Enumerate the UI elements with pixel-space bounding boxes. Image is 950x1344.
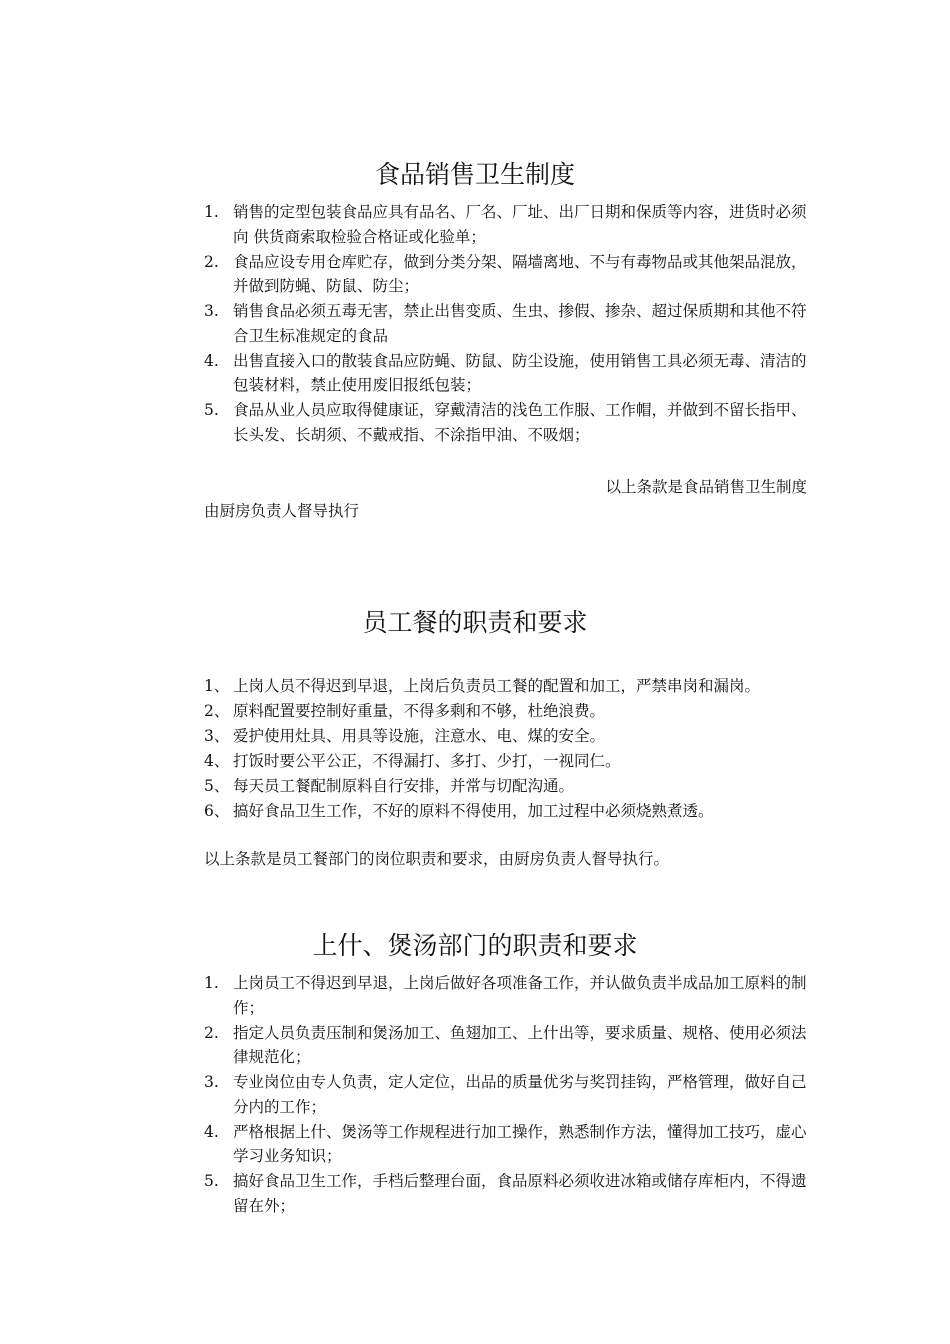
list-item — [204, 349, 810, 398]
list-item-text: 上岗人员不得迟到早退，上岗后负责员工餐的配置和加工，严禁串岗和漏岗。 — [233, 677, 761, 695]
list-item-text: 食品从业人员应取得健康证，穿戴清洁的浅色工作服、工作帽，并做到不留长指甲、长头发、长胡须、不戴戒指、不涂指甲油、不吸烟； — [233, 401, 807, 444]
list-item-number: 5. — [204, 1172, 219, 1190]
list-item-text: 专业岗位由专人负责，定人定位，出品的质量优劣与奖罚挂钩，严格管理，做好自己分内的工作； — [233, 1073, 807, 1116]
list-item — [204, 398, 810, 447]
list-item-number: 4、 — [204, 752, 230, 770]
list-item-text: 销售食品必须五毒无害，禁止出售变质、生虫、掺假、掺杂、超过保质期和其他不符合卫生标准规定的食品 — [233, 302, 807, 345]
list-item-number: 4. — [204, 1122, 219, 1141]
list-item-number: 5、 — [204, 777, 230, 795]
section3-title: 上什、煲汤部门的职责和要求 — [312, 931, 638, 960]
list-item — [204, 774, 810, 799]
list-item — [204, 200, 810, 249]
list-item-text: 每天员工餐配制原料自行安排，并常与切配沟通。 — [233, 777, 575, 795]
section1-title: 食品销售卫生制度 — [374, 160, 575, 189]
list-item — [204, 1070, 810, 1119]
list-item-number: 3. — [204, 302, 219, 320]
list-item-text: 销售的定型包装食品应具有品名、厂名、厂址、出厂日期和保质等内容，进货时必须向 供货商索取检验合格证或化验单； — [233, 203, 807, 246]
list-item-text: 爱护使用灶具、用具等设施，注意水、电、煤的安全。 — [233, 727, 606, 745]
list-item-number: 2、 — [204, 702, 230, 720]
list-item-number: 6、 — [204, 802, 230, 820]
section1-closing-right: 以上条款是食品销售卫生制度 — [605, 478, 807, 496]
list-item — [204, 1120, 810, 1169]
list-item-text: 出售直接入口的散装食品应防蝇、防鼠、防尘设施，使用销售工具必须无毒、清洁的包装材料，禁止使用废旧报纸包装； — [233, 351, 807, 394]
section2-list — [204, 674, 810, 824]
section2-title: 员工餐的职责和要求 — [362, 608, 588, 637]
list-item-text: 搞好食品卫生工作，手档后整理台面，食品原料必须收进冰箱或储存库柜内，不得遗留在外； — [233, 1172, 807, 1215]
section2-closing: 以上条款是员工餐部门的岗位职责和要求，由厨房负责人督导执行。 — [204, 850, 670, 868]
list-item-number: 2. — [204, 252, 219, 271]
list-item — [204, 674, 810, 699]
list-item-text: 原料配置要控制好重量，不得多剩和不够，杜绝浪费。 — [233, 702, 606, 720]
list-item-number: 4. — [204, 351, 219, 370]
list-item-number: 1、 — [204, 677, 230, 695]
list-item-text: 打饭时要公平公正，不得漏打、多打、少打，一视同仁。 — [233, 752, 621, 770]
list-item — [204, 971, 810, 1020]
list-item-number: 3. — [204, 1073, 219, 1091]
list-item-text: 搞好食品卫生工作，不好的原料不得使用，加工过程中必须烧熟煮透。 — [233, 802, 714, 820]
list-item — [204, 299, 810, 348]
list-item-number: 1. — [204, 974, 219, 992]
section3-list — [204, 971, 810, 1219]
section1-list — [204, 200, 810, 448]
list-item-number: 2. — [204, 1023, 219, 1042]
list-item-text: 严格根据上什、煲汤等工作规程进行加工操作，熟悉制作方法，懂得加工技巧，虚心学习业务知识； — [233, 1122, 807, 1165]
list-item-text: 食品应设专用仓库贮存，做到分类分架、隔墙离地、不与有毒物品或其他架品混放，并做到防蝇、防鼠、防尘； — [233, 252, 807, 295]
list-item-number: 3、 — [204, 727, 230, 745]
list-item — [204, 1021, 810, 1070]
list-item — [204, 250, 810, 299]
list-item-number: 1. — [204, 203, 219, 221]
list-item — [204, 724, 810, 749]
list-item — [204, 749, 810, 774]
list-item — [204, 1169, 810, 1218]
list-item-text: 上岗员工不得迟到早退，上岗后做好各项准备工作，并认做负责半成品加工原料的制作； — [233, 974, 807, 1017]
list-item — [204, 799, 810, 824]
list-item — [204, 699, 810, 724]
list-item-text: 指定人员负责压制和煲汤加工、鱼翅加工、上什出等，要求质量、规格、使用必须法律规范化； — [233, 1023, 807, 1066]
list-item-number: 5. — [204, 401, 219, 419]
section1-closing-left: 由厨房负责人督导执行 — [204, 502, 360, 520]
